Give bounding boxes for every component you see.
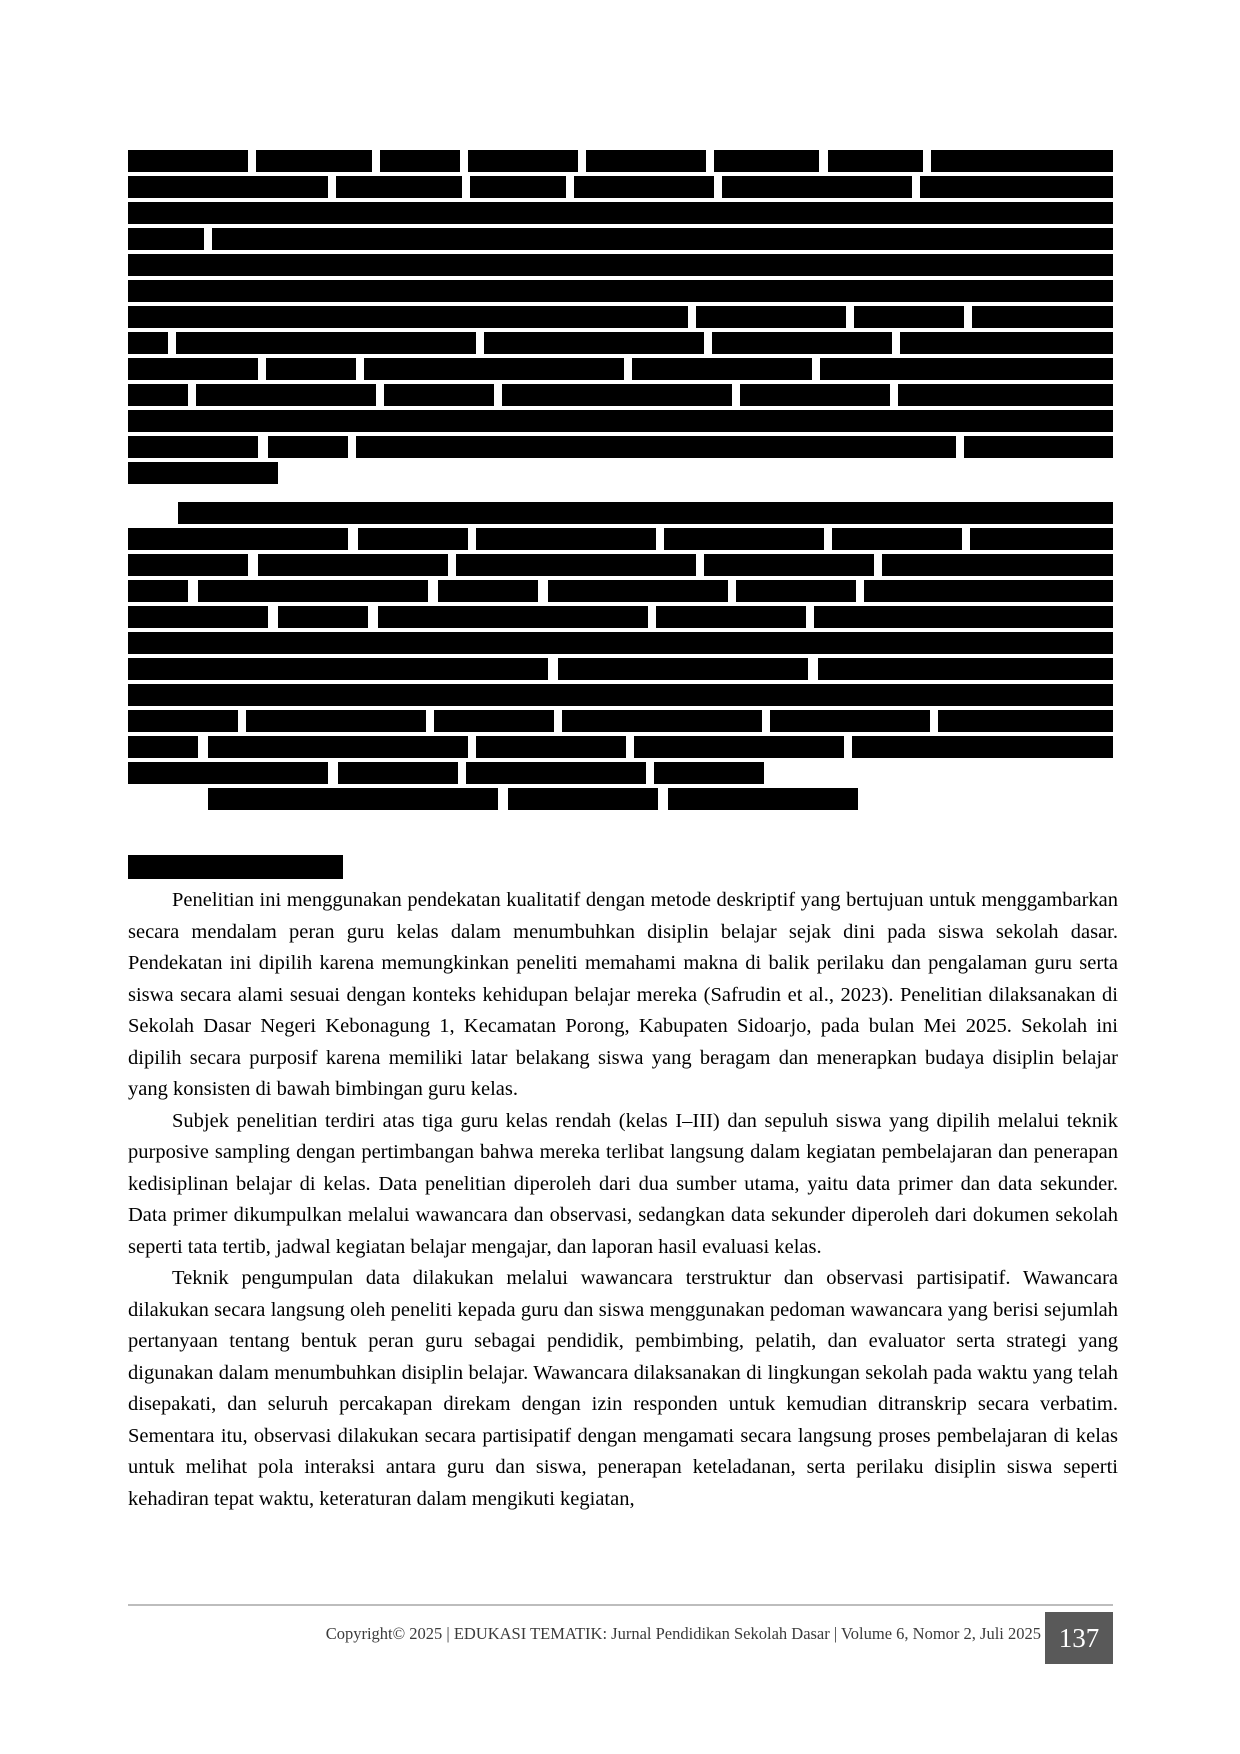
body-text xyxy=(128,885,1118,1515)
paragraph-data-collection: Teknik pengumpulan data dilakukan melalui wawancara terstruktur dan observasi partisipatif. Wawancara dilakukan secara langsung oleh peneliti kepada guru dan siswa menggunakan pedoman wawancara yang berisi sejumlah pertanyaan tentang bentuk peran guru sebagai pendidik, pembimbing, pelatih, dan evaluator serta strategi yang digunakan dalam menumbuhkan disiplin belajar. Wawancara dilaksanakan di lingkungan sekolah pada waktu yang telah disepakati, dan seluruh percakapan direkam dengan izin responden untuk kemudian ditranskrip secara verbatim. Sementara itu, observasi dilakukan secara partisipatif dengan mengamati secara langsung proses pembelajaran di kelas untuk melihat pola interaksi antara guru dan siswa, penerapan keteladanan, serta perilaku disiplin siswa seperti kehadiran tepat waktu, keteraturan dalam mengikuti kegiatan, xyxy=(128,1267,1118,1510)
paragraph-research-subjects: Subjek penelitian terdiri atas tiga guru kelas rendah (kelas I–III) dan sepuluh siswa yang dipilih melalui teknik purposive sampling dengan pertimbangan bahwa mereka terlibat langsung dalam kegiatan pembelajaran dan penerapan kedisiplinan belajar di kelas. Data penelitian diperoleh dari dua sumber utama, yaitu data primer dan data sekunder. Data primer dikumpulkan melalui wawancara dan observasi, sedangkan data sekunder diperoleh dari dokumen sekolah seperti tata tertib, jadwal kegiatan belajar mengajar, dan laporan hasil evaluasi kelas. xyxy=(128,1109,1118,1258)
redacted-section-heading xyxy=(128,855,343,879)
paragraph-methodology-approach: Penelitian ini menggunakan pendekatan kualitatif dengan metode deskriptif yang bertujuan untuk menggambarkan secara mendalam peran guru kelas dalam menumbuhkan disiplin belajar sejak dini pada siswa sekolah dasar. Pendekatan ini dipilih karena memungkinkan peneliti memahami makna di balik perilaku dan pengalaman guru serta siswa secara alami sesuai dengan konteks kehidupan belajar mereka (Safrudin et al., 2023). Penelitian dilaksanakan di Sekolah Dasar Negeri Kebonagung 1, Kecamatan Porong, Kabupaten Sidoarjo, pada bulan Mei 2025. Sekolah ini dipilih secara purposif karena memiliki latar belakang siswa yang beragam dan menerapkan budaya disiplin belajar yang konsisten di bawah bimbingan guru kelas. xyxy=(128,889,1118,1100)
footer-divider xyxy=(128,1604,1113,1606)
redaction-group xyxy=(128,150,1113,770)
page-footer xyxy=(128,1612,1113,1660)
footer-copyright: Copyright© 2025 | EDUKASI TEMATIK: Jurnal Pendidikan Sekolah Dasar | Volume 6, Nomor 2, Juli 2025 xyxy=(325,1624,1041,1643)
redacted-content-block xyxy=(128,150,1113,770)
page-number: 137 xyxy=(1045,1612,1113,1664)
